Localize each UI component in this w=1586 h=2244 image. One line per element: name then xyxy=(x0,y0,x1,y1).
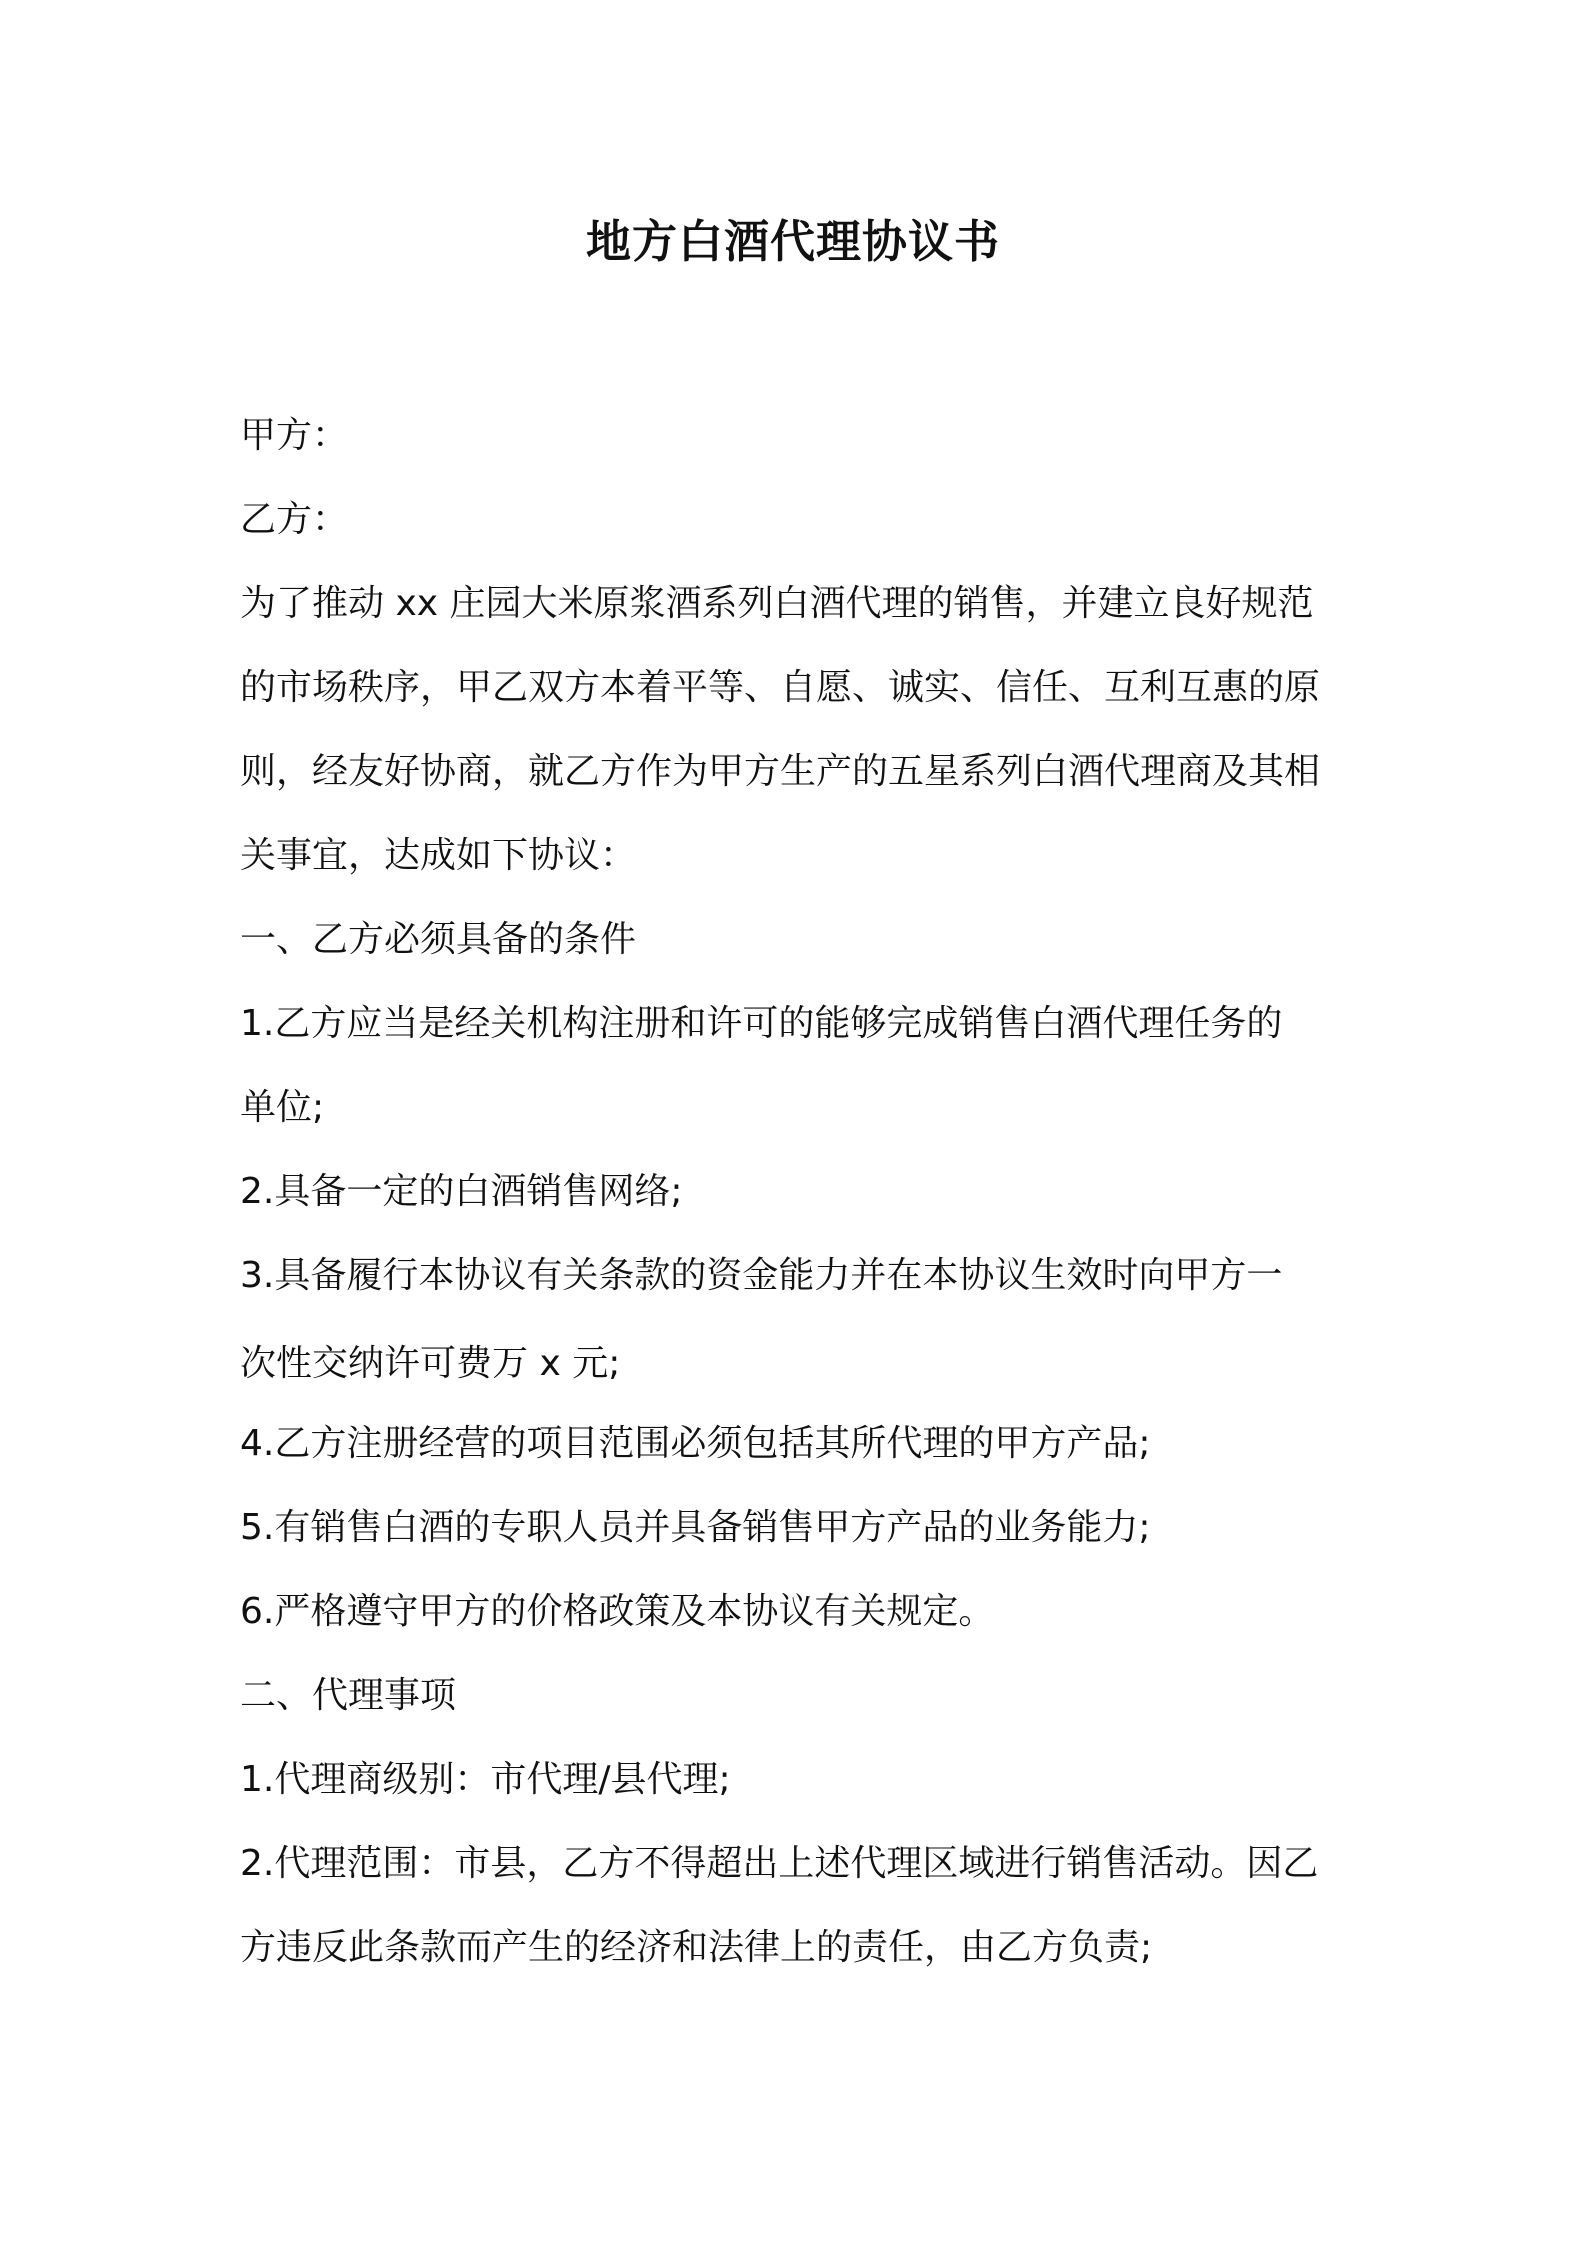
clause-line: 次性交纳许可费万 x 元; xyxy=(240,1343,621,1384)
clause-line: 6.严格遵守甲方的价格政策及本协议有关规定。 xyxy=(240,1591,995,1632)
clause-line: 1.乙方应当是经关机构注册和许可的能够完成销售白酒代理任务的 xyxy=(240,1003,1283,1044)
clause-line: 单位; xyxy=(240,1087,325,1128)
party-a-line: 甲方： xyxy=(240,415,349,456)
section-heading: 一、乙方必须具备的条件 xyxy=(240,919,637,960)
clause-line: 5.有销售白酒的专职人员并具备销售甲方产品的业务能力; xyxy=(240,1507,1151,1548)
clause-line: 2.具备一定的白酒销售网络; xyxy=(240,1171,683,1212)
clause-line: 方违反此条款而产生的经济和法律上的责任，由乙方负责; xyxy=(240,1927,1153,1968)
clause-line: 1.代理商级别：市代理/县代理; xyxy=(240,1759,731,1800)
clause-line: 3.具备履行本协议有关条款的资金能力并在本协议生效时向甲方一 xyxy=(240,1255,1283,1296)
preamble-line: 则，经友好协商，就乙方作为甲方生产的五星系列白酒代理商及其相 xyxy=(240,751,1321,792)
clause-line: 2.代理范围：市县，乙方不得超出上述代理区域进行销售活动。因乙 xyxy=(240,1843,1319,1884)
document-title: 地方白酒代理协议书 xyxy=(585,215,1000,268)
section-heading: 二、代理事项 xyxy=(240,1675,457,1716)
party-b-line: 乙方： xyxy=(240,499,349,540)
preamble-line: 的市场秩序，甲乙双方本着平等、自愿、诚实、信任、互利互惠的原 xyxy=(240,667,1321,708)
preamble-line: 为了推动 xx 庄园大米原浆酒系列白酒代理的销售，并建立良好规范 xyxy=(240,583,1314,624)
clause-line: 4.乙方注册经营的项目范围必须包括其所代理的甲方产品; xyxy=(240,1423,1151,1464)
preamble-line: 关事宜，达成如下协议： xyxy=(240,835,637,876)
